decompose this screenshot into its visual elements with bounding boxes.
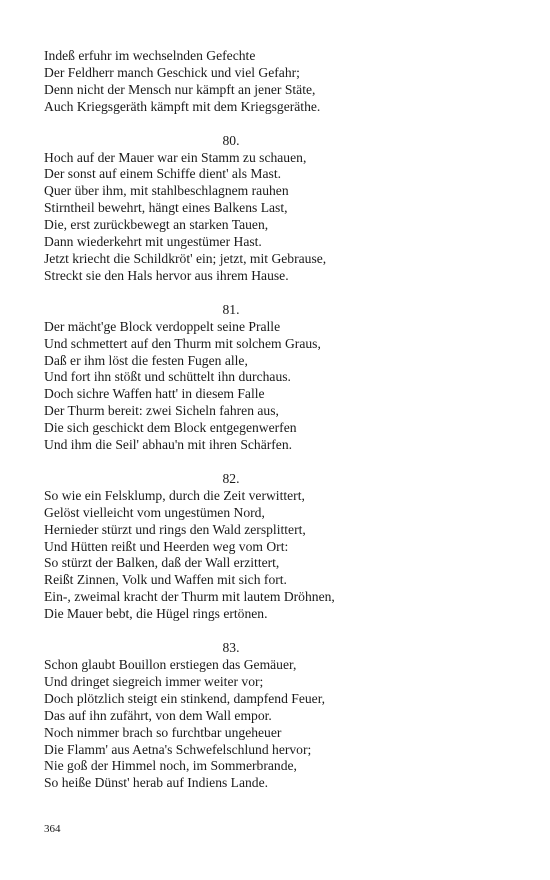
verse-line: Stirntheil bewehrt, hängt eines Balkens Last, (44, 200, 288, 216)
verse-line: Die Mauer bebt, die Hügel rings ertönen. (44, 606, 268, 622)
stanza-number: 82. (222, 470, 240, 486)
verse-line: Hoch auf der Mauer war ein Stamm zu schauen, (44, 149, 307, 165)
verse-line: Ein-, zweimal kracht der Thurm mit lautem Dröhnen, (44, 589, 335, 605)
verse-line: So wie ein Felsklump, durch die Zeit verwittert, (44, 487, 305, 503)
stanza-80 (44, 133, 424, 285)
poem-page (44, 48, 424, 792)
verse-line: Das auf ihn zufährt, von dem Wall empor. (44, 707, 272, 723)
verse-line: Der sonst auf einem Schiffe dient' als Mast. (44, 166, 282, 182)
verse-line: Jetzt kriecht die Schildkröt' ein; jetzt, mit Gebrause, (44, 250, 327, 266)
verse-line: Der Thurm bereit: zwei Sicheln fahren aus, (44, 403, 279, 419)
stanza-79-end (44, 48, 424, 116)
verse-line: So stürzt der Balken, daß der Wall erzittert, (44, 555, 280, 571)
verse-line: Die sich geschickt dem Block entgegenwerfen (44, 420, 297, 436)
stanza-number: 81. (222, 301, 240, 317)
verse-line: Daß er ihm löst die festen Fugen alle, (44, 352, 248, 368)
verse-line: Der mächt'ge Block verdoppelt seine Pralle (44, 318, 281, 334)
stanza-number: 80. (222, 132, 240, 148)
stanza-number: 83. (222, 640, 240, 656)
verse-line: Streckt sie den Hals hervor aus ihrem Hause. (44, 267, 289, 283)
verse-line: Der Feldherr manch Geschick und viel Gefahr; (44, 64, 300, 80)
stanza-81 (44, 302, 424, 454)
verse-line: Dann wiederkehrt mit ungestümer Hast. (44, 234, 262, 250)
verse-line: So heiße Dünst' herab auf Indiens Lande. (44, 775, 269, 791)
verse-line: Indeß erfuhr im wechselnden Gefechte (44, 48, 256, 63)
verse-line: Noch nimmer brach so furchtbar ungeheuer (44, 724, 282, 740)
stanza-83 (44, 640, 424, 792)
verse-line: Reißt Zinnen, Volk und Waffen mit sich fort. (44, 572, 287, 588)
verse-line: Und schmettert auf den Thurm mit solchem Graus, (44, 335, 321, 351)
verse-line: Die Flamm' aus Aetna's Schwefelschlund hervor; (44, 741, 312, 757)
verse-line: Doch plötzlich steigt ein stinkend, dampfend Feuer, (44, 690, 326, 706)
verse-line: Die, erst zurückbewegt an starken Tauen, (44, 217, 269, 233)
verse-line: Hernieder stürzt und rings den Wald zersplittert, (44, 521, 306, 537)
verse-line: Quer über ihm, mit stahlbeschlagnem rauhen (44, 183, 289, 199)
verse-line: Und Hütten reißt und Heerden weg vom Ort: (44, 538, 289, 554)
verse-line: Und ihm die Seil' abhau'n mit ihren Schärfen. (44, 437, 293, 453)
verse-line: Und dringet siegreich immer weiter vor; (44, 673, 264, 689)
stanza-82 (44, 471, 424, 623)
verse-line: Doch sichre Waffen hatt' in diesem Falle (44, 386, 265, 402)
verse-line: Schon glaubt Bouillon erstiegen das Gemäuer, (44, 657, 297, 672)
verse-line: Und fort ihn stößt und schüttelt ihn durchaus. (44, 369, 291, 385)
verse-line: Gelöst vielleicht vom ungestümen Nord, (44, 504, 265, 520)
verse-line: Auch Kriegsgeräth kämpft mit dem Kriegsgeräthe. (44, 98, 321, 114)
verse-line: Nie goß der Himmel noch, im Sommerbrande, (44, 758, 297, 774)
verse-line: Denn nicht der Mensch nur kämpft an jener Stäte, (44, 81, 316, 97)
page-number: 364 (44, 823, 61, 835)
